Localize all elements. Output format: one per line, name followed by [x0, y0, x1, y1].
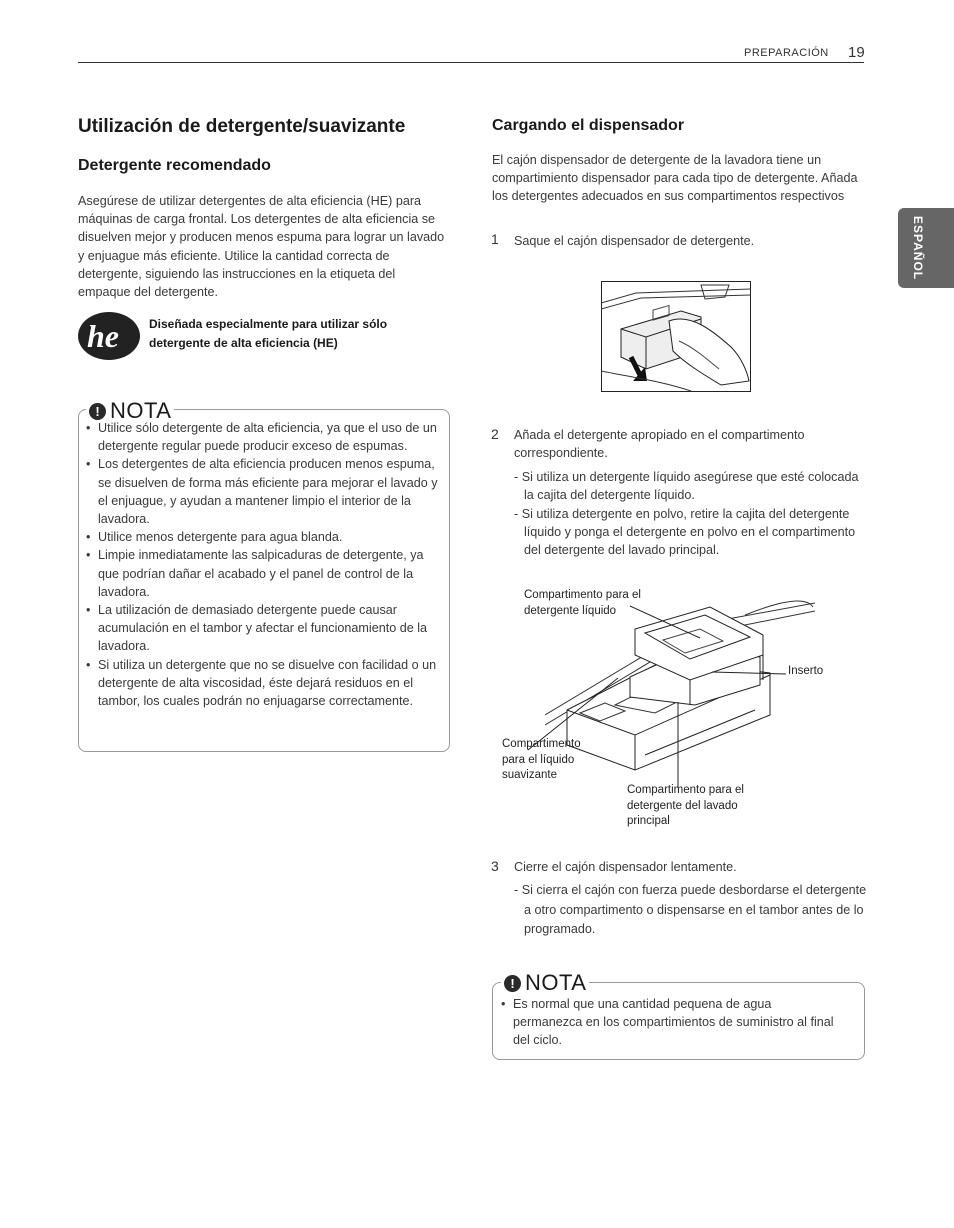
intro-paragraph: Asegúrese de utilizar detergentes de alta eficiencia (HE) para máquinas de carga frontal. Los detergentes de alta eficiencia se disuelven mejor y producen menos espuma para lograr un lavado y enjuague más eficiente. Utilice la cantidad correcta de detergente, siguiendo las instrucciones en la etiqueta del empaque del detergente. — [78, 194, 445, 300]
step-text: Cierre el cajón dispensador lentamente. — [514, 860, 737, 874]
step-note: - Si cierra el cajón con fuerza puede desbordarse el detergente a otro compartimento o dispensarse en el tambor antes de lo programado. — [514, 883, 867, 936]
step-note: - Si utiliza un detergente líquido asegúrese que esté colocada la cajita del detergente líquido. — [514, 470, 859, 503]
he-logo-icon — [78, 312, 140, 360]
subsection-title: Detergente recomendado — [78, 157, 271, 174]
he-logo-text: he — [87, 318, 119, 354]
language-tab-label: ESPAÑOL — [911, 216, 925, 281]
label-softener: Compartimento para el líquido suavizante — [502, 738, 581, 781]
step-text: Añada el detergente apropiado en el compartimento correspondiente. — [514, 428, 805, 461]
exclamation-icon: ! — [504, 975, 521, 992]
note-item: • La utilización de demasiado detergente puede causar acumulación en el tambor y afectar el funcionamiento de la lavadora. — [78, 601, 440, 656]
step-note: - Si utiliza detergente en polvo, retire la cajita del detergente líquido y ponga el detergente en polvo en el compartimento del detergente del lavado principal. — [514, 507, 856, 558]
note-item: • Utilice sólo detergente de alta eficiencia, ya que el uso de un detergente regular puede producir exceso de espumas. — [78, 419, 440, 455]
loading-intro: El cajón dispensador de detergente de la lavadora tiene un compartimiento dispensador para cada tipo de detergente. Añada los detergentes adecuados en sus compartimentos respectivos — [492, 153, 858, 204]
page-number: 19 — [848, 44, 865, 61]
note-header — [501, 970, 589, 996]
step-number: 1 — [491, 231, 499, 247]
note-title: NOTA — [525, 970, 587, 995]
language-tab — [898, 208, 954, 288]
note-list — [78, 419, 440, 710]
step-number: 3 — [491, 858, 499, 874]
header-divider — [78, 62, 864, 63]
label-main-wash: Compartimento para el detergente del lavado principal — [627, 784, 744, 827]
note-item: • Los detergentes de alta eficiencia producen menos espuma, se disuelven de forma más eficiente para mejorar el lavado y el enjuague, y ayudan a mantener limpio el interior de la lavadora. — [78, 455, 440, 528]
label-insert: Inserto — [788, 665, 824, 677]
exclamation-icon: ! — [89, 403, 106, 420]
note-item: • Utilice menos detergente para agua blanda. — [78, 528, 440, 546]
note-list — [493, 995, 843, 1050]
section-label: PREPARACIÓN — [744, 47, 829, 59]
note-item: • Es normal que una cantidad pequena de agua permanezca en los compartimientos de suministro al final del ciclo. — [493, 995, 843, 1050]
loading-title: Cargando el dispensador — [492, 117, 685, 134]
section-title: Utilización de detergente/suavizante — [78, 116, 406, 137]
step-text: Saque el cajón dispensador de detergente. — [514, 234, 755, 248]
drawer-pull-illustration — [601, 281, 751, 392]
label-liquid: Compartimento para el detergente líquido — [524, 589, 641, 617]
note-item: • Si utiliza un detergente que no se disuelve con facilidad o un detergente de alta viscosidad, éste dejará residuos en el tambor, los cuales podrán no enjuagarse correctamente. — [78, 656, 440, 711]
step-number: 2 — [491, 426, 499, 442]
note-item: • Limpie inmediatamente las salpicaduras de detergente, ya que podrían dañar el acabado y el panel de control de la lavadora. — [78, 546, 440, 601]
note-title: NOTA — [110, 398, 172, 423]
he-description: Diseñada especialmente para utilizar sólo detergente de alta eficiencia (HE) — [149, 317, 388, 350]
